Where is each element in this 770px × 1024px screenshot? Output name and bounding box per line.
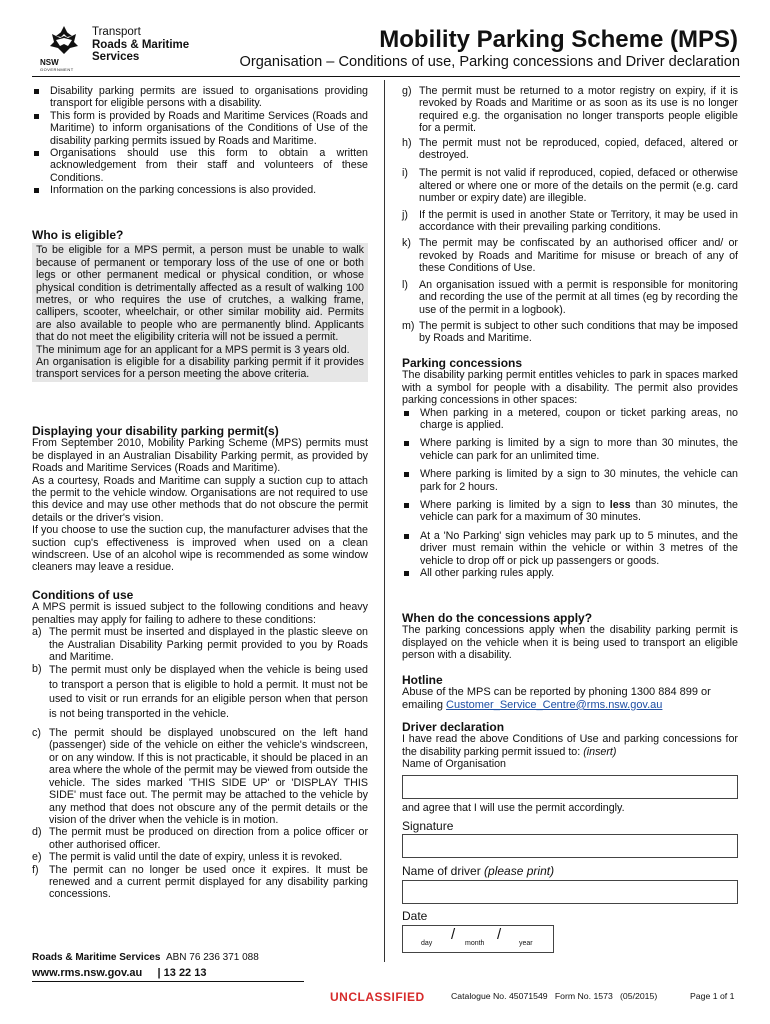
date-separator: / [497,926,502,943]
driver-name-label [402,864,554,878]
intro-bullet: This form is provided by Roads and Maritime Services (Roads and Maritime) to inform organisations of the Conditions of Use of the disability parking permits issued by Roads and Maritime. [32,110,368,147]
declaration-heading: Driver declaration [402,720,505,734]
condition-item [402,320,738,345]
logo-government: GOVERNMENT [40,67,74,72]
driver-name-field[interactable] [402,880,738,904]
intro-bullet: Disability parking permits are issued to organisations providing transport for eligible persons with a disability. [32,85,368,110]
displaying-heading: Displaying your disability parking permit(s) [32,424,279,438]
eligibility-box [32,243,368,381]
eligibility-section [32,229,368,382]
condition-text: An organisation issued with a permit is responsible for monitoring and recording the use of the permit at all times (eg by recording the use of the permit in a logbook). [419,278,738,316]
condition-text: The permit is valid until the date of expiry, unless it is revoked. [49,851,343,864]
logo-transport: Transport [92,26,141,38]
date-year-hint: year [519,940,533,947]
concessions-intro: The disability parking permit entitles vehicles to park in spaces marked with a symbol for people with a disability. The permit also provides parking concessions in other spaces: [402,369,738,407]
header-divider [32,76,740,77]
driver-declaration-section [402,721,738,771]
condition-item [32,864,368,901]
condition-key: m) [402,319,415,332]
eligibility-min-age: The minimum age for an applicant for a MPS permit is 3 years old. [36,343,350,356]
organisation-name-field[interactable] [402,775,738,799]
condition-key: g) [402,85,412,97]
condition-item [402,167,738,204]
logo-services: Services [92,51,140,63]
condition-item [32,851,368,863]
condition-item [402,85,738,135]
conditions-continued [402,85,738,345]
hotline-heading: Hotline [402,673,443,687]
condition-item [32,826,368,851]
condition-text: The permit should be displayed unobscured on the left hand (passenger) side of the vehicle on either the vehicle's windscreen, or on any window. If this is not practicable, it should be placed in an area where the whole of the permit may be viewed from outside the vehicle. The sides marked 'THIS SIDE UP' or 'DISPLAY THIS SIDE' must face out. The permit may be attached to the vehicle by any method that does not obscure any of the permit details or the vision of the driver when the vehicle is in motion. [49,727,368,826]
conditions-heading: Conditions of use [32,588,134,602]
condition-item [402,279,738,316]
org-name-label: Name of Organisation [402,758,506,771]
date-field[interactable] [402,925,554,953]
condition-text: The permit must be inserted and displayed in the plastic sleeve on the Australian Disability Parking permit provided to you by Roads and Maritime. [49,626,368,664]
date-separator: / [451,926,456,943]
condition-text: If the permit is used in another State or Territory, it may be used in accordance with their prevailing parking conditions. [419,208,738,234]
waratah-icon [42,24,86,56]
date-month-hint: month [465,940,485,947]
page-title: Mobility Parking Scheme (MPS) [379,26,738,53]
eligibility-text: To be eligible for a MPS permit, a person must be unable to walk because of permanent or temporary loss of the use of one or both legs or other permanent medical or physical condition, or whose physical condition is detrimentally affected as a result of walking 100 metres, or who requires the use of crutches, a walking frame, callipers, scooter, wheelchair, or other similar mobility aid. Permits are also available to people who are permanently blind. Applicants that do not meet the eligibility criteria will not be issued a permit. [36,244,364,344]
driver-hint: (please print) [484,864,555,878]
catalogue-number: Catalogue No. 45071549 Form No. 1573 (05/2015) [451,991,658,1001]
condition-item [32,727,368,826]
eligibility-organisation: An organisation is eligible for a disability parking permit if it provides transport services for a person meeting the above criteria. [36,356,364,381]
eligibility-heading: Who is eligible? [32,228,124,242]
condition-key: d) [32,826,42,839]
page-subtitle: Organisation – Conditions of use, Parking concessions and Driver declaration [239,54,740,70]
concession-bullet: All other parking rules apply. [402,567,738,579]
concession-less-pre: Where parking is limited by a sign to [420,499,610,512]
condition-key: k) [402,237,411,250]
condition-text: The permit is not valid if reproduced, copied, defaced or otherwise altered or where one or more of the details on the permit (e.g. card number or expiry date) are illegible. [419,167,738,205]
condition-key: a) [32,626,42,639]
condition-item [402,137,738,162]
condition-key: c) [32,727,41,740]
classification-label: UNCLASSIFIED [330,990,425,1004]
intro-bullet: Information on the parking concessions is also provided. [32,184,368,196]
condition-item [402,237,738,274]
displaying-text: From September 2010, Mobility Parking Scheme (MPS) permits must be displayed in an Australian Disability Parking permit, as provided by Roads and Maritime Services (Roads and Maritime). [32,437,368,475]
intro-section [32,85,368,197]
when-heading: When do the concessions apply? [402,611,593,625]
condition-key: f) [32,863,39,876]
condition-text: The permit must be produced on direction from a police officer or other authorised officer. [49,826,368,851]
date-day-hint: day [421,940,433,947]
displaying-text: As a courtesy, Roads and Maritime can supply a suction cup to attach the permit to the vehicle window. Organisations are not required to use this device and may use other methods that do not obscure the permit details or the driver's vision. [32,474,368,524]
concession-bullet: Where parking is limited by a sign to 30 minutes, the vehicle can park for 2 hours. [402,468,738,493]
footer-phone: | 13 22 13 [157,967,207,979]
condition-text: The permit can no longer be used once it expires. It must be renewed and a current permit displayed for any disability parking concessions. [49,863,368,901]
hotline-email-link[interactable]: Customer_Service_Centre@rms.nsw.gov.au [446,698,663,711]
when-section [402,612,738,662]
condition-item [32,663,368,721]
condition-key: h) [402,136,412,149]
declaration-insert: (insert) [583,745,617,758]
concession-less-bold: less [609,499,631,512]
condition-item [402,209,738,234]
concessions-heading: Parking concessions [402,356,523,370]
logo-roads-maritime: Roads & Maritime [92,38,190,51]
concession-bullet [402,499,738,524]
agree-text: and agree that I will use the permit accordingly. [402,802,625,814]
condition-text: The permit must not be reproduced, copied, defaced, altered or destroyed. [419,136,738,162]
signature-field[interactable] [402,834,738,858]
concessions-section [402,357,738,580]
condition-key: j) [402,208,408,221]
condition-text: The permit may be confiscated by an authorised officer and/ or revoked by Roads and Maritime for misuse or breach of any of these Conditions of Use. [419,237,738,275]
condition-item [32,626,368,663]
footer-org [32,952,259,963]
condition-key: b) [32,663,42,676]
conditions-intro: A MPS permit is issued subject to the following conditions and heavy penalties may apply for failing to adhere to these conditions: [32,601,368,626]
driver-label: Name of driver [402,864,481,878]
signature-label: Signature [402,819,454,833]
condition-key: l) [402,278,408,291]
concession-bullet: When parking in a metered, coupon or ticket parking areas, no charge is applied. [402,407,738,432]
footer-url[interactable]: www.rms.nsw.gov.au [32,967,143,979]
displaying-section [32,425,368,574]
logo-nsw: NSW [40,58,59,67]
footer-contact [32,967,206,979]
footer-divider [32,981,304,982]
footer-abn: ABN 76 236 371 088 [165,952,259,963]
hotline-section [402,674,738,711]
concession-bullet: At a 'No Parking' sign vehicles may park up to 5 minutes, and the driver must remain within the vehicle or within 3 metres of the vehicle to drop off or pick up passengers or goods. [402,530,738,567]
condition-key: i) [402,167,408,180]
when-text: The parking concessions apply when the disability parking permit is displayed on the vehicle when it is being used to transport an eligible person with a disability. [402,624,738,662]
column-divider [384,80,385,962]
rms-logo [40,24,190,74]
hotline-text: Abuse of the MPS can be reported by phoning 1300 884 899 or emailing [402,686,711,711]
footer-org-name: Roads & Maritime Services [32,952,161,963]
concession-less-post: than 30 minutes, the vehicle can park for a maximum of 30 minutes. [420,499,738,524]
condition-key: e) [32,851,42,864]
declaration-text: I have read the above Conditions of Use and parking concessions for the disability parking permit issued to: [402,733,738,758]
conditions-section [32,589,368,901]
condition-text: The permit must be returned to a motor registry on expiry, if it is revoked by Roads and Maritime or as soon as its use is no longer required e.g. the organisation no longer transports people eligible for a permit. [419,85,738,135]
displaying-text: If you choose to use the suction cup, the manufacturer advises that the suction cup's effectiveness is improved when used on a clean windscreen. Use of an alcohol wipe is recommended as some window cleaners may leave a residue. [32,524,368,574]
page-number: Page 1 of 1 [690,991,735,1001]
concession-bullet: Where parking is limited by a sign to more than 30 minutes, the vehicle can park for an unlimited time. [402,437,738,462]
intro-bullet: Organisations should use this form to obtain a written acknowledgement from their staff and volunteers of these Conditions. [32,147,368,184]
condition-text: The permit is subject to other such conditions that may be imposed by Roads and Maritime. [419,319,738,345]
date-label: Date [402,909,428,923]
condition-text: The permit must only be displayed when the vehicle is being used to transport a person that is eligible to hold a permit. It must not be used to visit or run errands for an eligible person when that person is not being transported in the vehicle. [49,664,368,720]
